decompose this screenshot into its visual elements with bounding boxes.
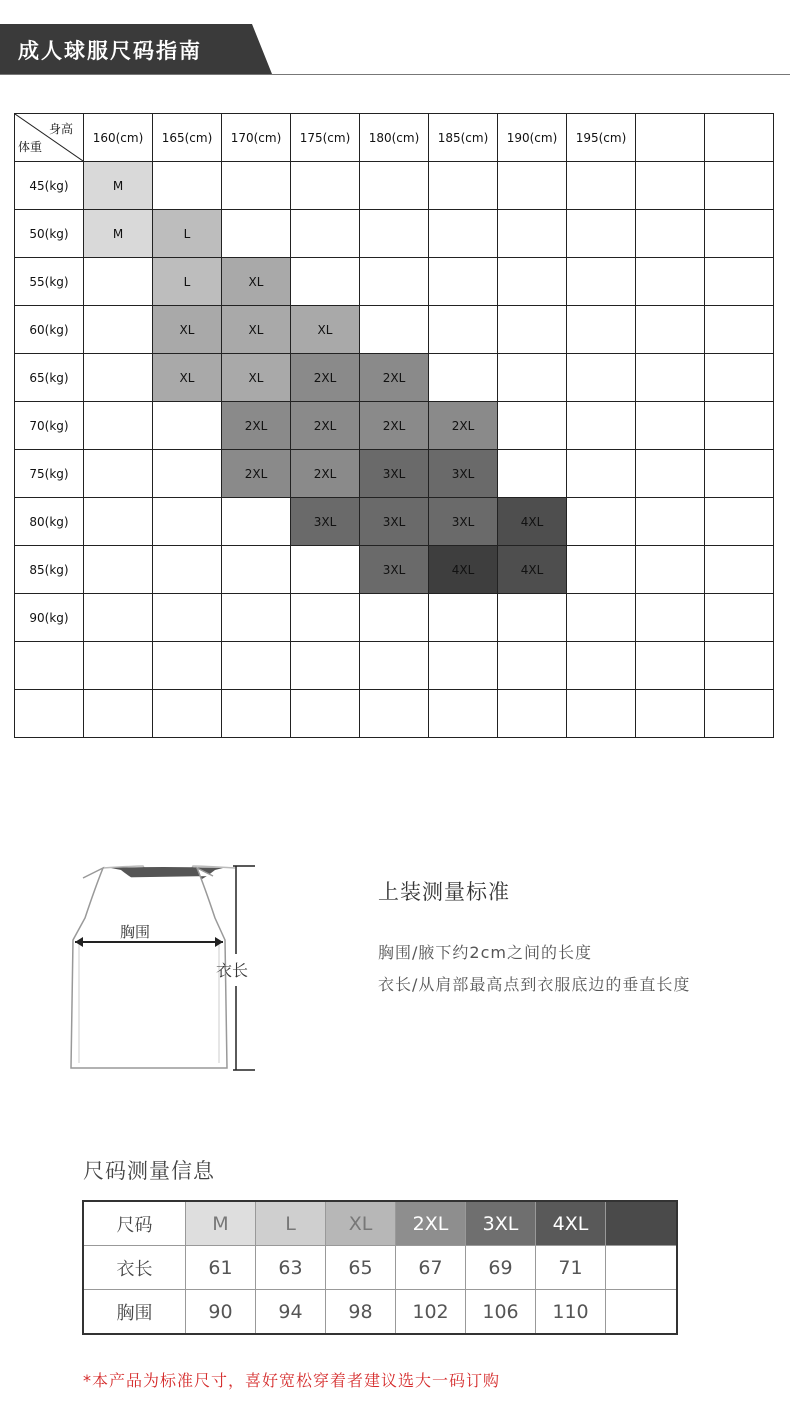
size-cell bbox=[705, 402, 774, 450]
size-cell bbox=[705, 450, 774, 498]
size-cell bbox=[636, 450, 705, 498]
size-cell: 3XL bbox=[291, 498, 360, 546]
size-cell bbox=[84, 594, 153, 642]
height-header: 185(cm) bbox=[429, 114, 498, 162]
corner-weight-label: 体重 bbox=[18, 140, 43, 154]
size-cell bbox=[291, 642, 360, 690]
size-cell bbox=[360, 690, 429, 738]
size-cell bbox=[567, 210, 636, 258]
size-cell bbox=[153, 690, 222, 738]
size-cell bbox=[291, 162, 360, 210]
size-cell: XL bbox=[222, 306, 291, 354]
info-row-label: 尺码 bbox=[83, 1201, 186, 1246]
size-cell: XL bbox=[153, 354, 222, 402]
size-cell bbox=[153, 162, 222, 210]
info-value-cell bbox=[606, 1246, 678, 1290]
size-cell bbox=[705, 498, 774, 546]
size-cell bbox=[636, 498, 705, 546]
size-cell bbox=[153, 642, 222, 690]
size-cell bbox=[498, 162, 567, 210]
size-cell bbox=[222, 498, 291, 546]
size-cell bbox=[636, 162, 705, 210]
size-cell bbox=[360, 642, 429, 690]
size-cell bbox=[567, 354, 636, 402]
size-cell bbox=[291, 594, 360, 642]
info-row bbox=[83, 1290, 677, 1335]
size-cell bbox=[567, 642, 636, 690]
info-row bbox=[83, 1201, 677, 1246]
grid-row bbox=[15, 306, 774, 354]
size-cell bbox=[567, 306, 636, 354]
size-cell bbox=[84, 642, 153, 690]
size-cell bbox=[84, 402, 153, 450]
info-value-cell: 61 bbox=[186, 1246, 256, 1290]
size-cell bbox=[705, 162, 774, 210]
size-cell bbox=[360, 306, 429, 354]
size-cell: 2XL bbox=[291, 402, 360, 450]
grid-row bbox=[15, 162, 774, 210]
info-row-label: 衣长 bbox=[83, 1246, 186, 1290]
size-cell bbox=[84, 498, 153, 546]
size-cell: 2XL bbox=[291, 450, 360, 498]
weight-label: 60(kg) bbox=[15, 306, 84, 354]
size-cell: XL bbox=[291, 306, 360, 354]
size-cell bbox=[636, 354, 705, 402]
size-cell bbox=[636, 402, 705, 450]
size-cell bbox=[429, 258, 498, 306]
size-cell bbox=[636, 306, 705, 354]
size-cell: L bbox=[153, 210, 222, 258]
page-title: 成人球服尺码指南 bbox=[18, 39, 202, 63]
size-cell bbox=[567, 258, 636, 306]
weight-label: 65(kg) bbox=[15, 354, 84, 402]
grid-row bbox=[15, 354, 774, 402]
size-cell bbox=[705, 354, 774, 402]
info-value-cell: 94 bbox=[256, 1290, 326, 1335]
size-cell: 2XL bbox=[222, 402, 291, 450]
info-value-cell: 102 bbox=[396, 1290, 466, 1335]
weight-label: 75(kg) bbox=[15, 450, 84, 498]
size-cell bbox=[84, 258, 153, 306]
weight-label: 50(kg) bbox=[15, 210, 84, 258]
size-header-cell: 2XL bbox=[396, 1201, 466, 1246]
size-cell bbox=[567, 402, 636, 450]
grid-header-row bbox=[15, 114, 774, 162]
size-info-table bbox=[82, 1200, 678, 1335]
size-cell bbox=[153, 594, 222, 642]
size-cell: 3XL bbox=[429, 450, 498, 498]
size-cell bbox=[705, 258, 774, 306]
sizing-note: *本产品为标准尺寸，喜好宽松穿着者建议选大一码订购 bbox=[83, 1371, 501, 1390]
info-value-cell bbox=[606, 1290, 678, 1335]
weight-label: 90(kg) bbox=[15, 594, 84, 642]
size-cell bbox=[636, 210, 705, 258]
grid-row bbox=[15, 690, 774, 738]
info-row bbox=[83, 1246, 677, 1290]
grid-corner bbox=[15, 114, 84, 162]
size-cell bbox=[153, 402, 222, 450]
size-cell bbox=[222, 642, 291, 690]
size-cell bbox=[153, 546, 222, 594]
size-cell bbox=[84, 306, 153, 354]
grid-row bbox=[15, 258, 774, 306]
size-cell bbox=[84, 354, 153, 402]
size-cell: L bbox=[153, 258, 222, 306]
info-value-cell: 63 bbox=[256, 1246, 326, 1290]
size-cell bbox=[705, 690, 774, 738]
size-cell bbox=[429, 306, 498, 354]
info-value-cell: 71 bbox=[536, 1246, 606, 1290]
size-cell: 2XL bbox=[360, 354, 429, 402]
size-cell bbox=[153, 450, 222, 498]
size-cell: XL bbox=[222, 258, 291, 306]
size-cell bbox=[153, 498, 222, 546]
size-cell bbox=[567, 690, 636, 738]
size-cell: 2XL bbox=[291, 354, 360, 402]
grid-row bbox=[15, 642, 774, 690]
measurement-length-desc: 衣长/从肩部最高点到衣服底边的垂直长度 bbox=[378, 975, 691, 994]
info-value-cell: 110 bbox=[536, 1290, 606, 1335]
height-header: 195(cm) bbox=[567, 114, 636, 162]
size-cell: 2XL bbox=[222, 450, 291, 498]
size-cell bbox=[705, 594, 774, 642]
weight-label bbox=[15, 642, 84, 690]
size-cell bbox=[498, 690, 567, 738]
size-cell bbox=[360, 258, 429, 306]
size-cell bbox=[567, 450, 636, 498]
size-cell: M bbox=[84, 162, 153, 210]
size-cell bbox=[84, 690, 153, 738]
height-header: 190(cm) bbox=[498, 114, 567, 162]
size-cell bbox=[498, 258, 567, 306]
size-cell bbox=[498, 642, 567, 690]
info-title: 尺码测量信息 bbox=[83, 1159, 215, 1183]
height-header: 175(cm) bbox=[291, 114, 360, 162]
size-cell bbox=[222, 546, 291, 594]
info-value-cell: 90 bbox=[186, 1290, 256, 1335]
size-cell bbox=[636, 594, 705, 642]
size-cell bbox=[498, 306, 567, 354]
size-cell bbox=[636, 690, 705, 738]
size-cell: 4XL bbox=[498, 498, 567, 546]
size-header-cell: 4XL bbox=[536, 1201, 606, 1246]
size-cell: 4XL bbox=[498, 546, 567, 594]
size-cell bbox=[498, 594, 567, 642]
size-header-cell: 3XL bbox=[466, 1201, 536, 1246]
size-cell bbox=[429, 354, 498, 402]
height-header: 160(cm) bbox=[84, 114, 153, 162]
size-cell bbox=[705, 210, 774, 258]
measurement-chest-desc: 胸围/腋下约2cm之间的长度 bbox=[378, 943, 592, 962]
size-cell bbox=[429, 642, 498, 690]
chest-label: 胸围 bbox=[120, 923, 151, 941]
info-value-cell: 67 bbox=[396, 1246, 466, 1290]
grid-row bbox=[15, 210, 774, 258]
grid-row bbox=[15, 546, 774, 594]
size-cell bbox=[705, 306, 774, 354]
weight-label: 55(kg) bbox=[15, 258, 84, 306]
size-header-cell: L bbox=[256, 1201, 326, 1246]
info-value-cell: 106 bbox=[466, 1290, 536, 1335]
size-cell bbox=[360, 594, 429, 642]
size-cell bbox=[429, 594, 498, 642]
size-cell bbox=[567, 546, 636, 594]
size-cell bbox=[567, 498, 636, 546]
size-cell bbox=[84, 450, 153, 498]
size-cell bbox=[567, 162, 636, 210]
size-cell bbox=[360, 162, 429, 210]
size-cell bbox=[291, 210, 360, 258]
size-cell bbox=[222, 690, 291, 738]
weight-label: 45(kg) bbox=[15, 162, 84, 210]
size-header-cell: XL bbox=[326, 1201, 396, 1246]
size-cell bbox=[291, 258, 360, 306]
size-cell: XL bbox=[153, 306, 222, 354]
info-row-label: 胸围 bbox=[83, 1290, 186, 1335]
size-cell bbox=[498, 354, 567, 402]
weight-label: 85(kg) bbox=[15, 546, 84, 594]
corner-height-label: 身高 bbox=[48, 122, 73, 136]
size-cell: 3XL bbox=[360, 546, 429, 594]
grid-row bbox=[15, 498, 774, 546]
size-cell bbox=[636, 642, 705, 690]
size-cell: 3XL bbox=[360, 450, 429, 498]
measurement-title: 上装测量标准 bbox=[378, 880, 510, 904]
size-cell bbox=[705, 642, 774, 690]
height-header: 180(cm) bbox=[360, 114, 429, 162]
length-label: 衣长 bbox=[216, 961, 249, 980]
size-cell bbox=[84, 546, 153, 594]
size-cell bbox=[429, 210, 498, 258]
size-chart-table bbox=[14, 113, 774, 738]
size-cell bbox=[291, 690, 360, 738]
size-cell bbox=[567, 594, 636, 642]
size-cell bbox=[429, 690, 498, 738]
header-divider bbox=[0, 74, 790, 75]
height-header: 165(cm) bbox=[153, 114, 222, 162]
grid-row bbox=[15, 402, 774, 450]
height-header bbox=[705, 114, 774, 162]
size-cell bbox=[636, 258, 705, 306]
size-cell bbox=[360, 210, 429, 258]
size-cell bbox=[222, 162, 291, 210]
grid-row bbox=[15, 450, 774, 498]
size-cell: 2XL bbox=[429, 402, 498, 450]
size-cell: XL bbox=[222, 354, 291, 402]
size-header-cell: M bbox=[186, 1201, 256, 1246]
size-cell bbox=[222, 210, 291, 258]
weight-label: 80(kg) bbox=[15, 498, 84, 546]
size-cell bbox=[636, 546, 705, 594]
size-cell bbox=[498, 402, 567, 450]
info-value-cell: 98 bbox=[326, 1290, 396, 1335]
info-value-cell: 69 bbox=[466, 1246, 536, 1290]
size-cell: 3XL bbox=[360, 498, 429, 546]
size-cell bbox=[498, 450, 567, 498]
weight-label bbox=[15, 690, 84, 738]
size-cell bbox=[222, 594, 291, 642]
size-cell bbox=[429, 162, 498, 210]
info-value-cell: 65 bbox=[326, 1246, 396, 1290]
size-cell: 2XL bbox=[360, 402, 429, 450]
height-header: 170(cm) bbox=[222, 114, 291, 162]
size-cell bbox=[291, 546, 360, 594]
size-header-cell bbox=[606, 1201, 678, 1246]
weight-label: 70(kg) bbox=[15, 402, 84, 450]
size-cell: 4XL bbox=[429, 546, 498, 594]
size-cell: 3XL bbox=[429, 498, 498, 546]
size-cell bbox=[705, 546, 774, 594]
height-header bbox=[636, 114, 705, 162]
size-cell bbox=[498, 210, 567, 258]
grid-row bbox=[15, 594, 774, 642]
size-cell: M bbox=[84, 210, 153, 258]
